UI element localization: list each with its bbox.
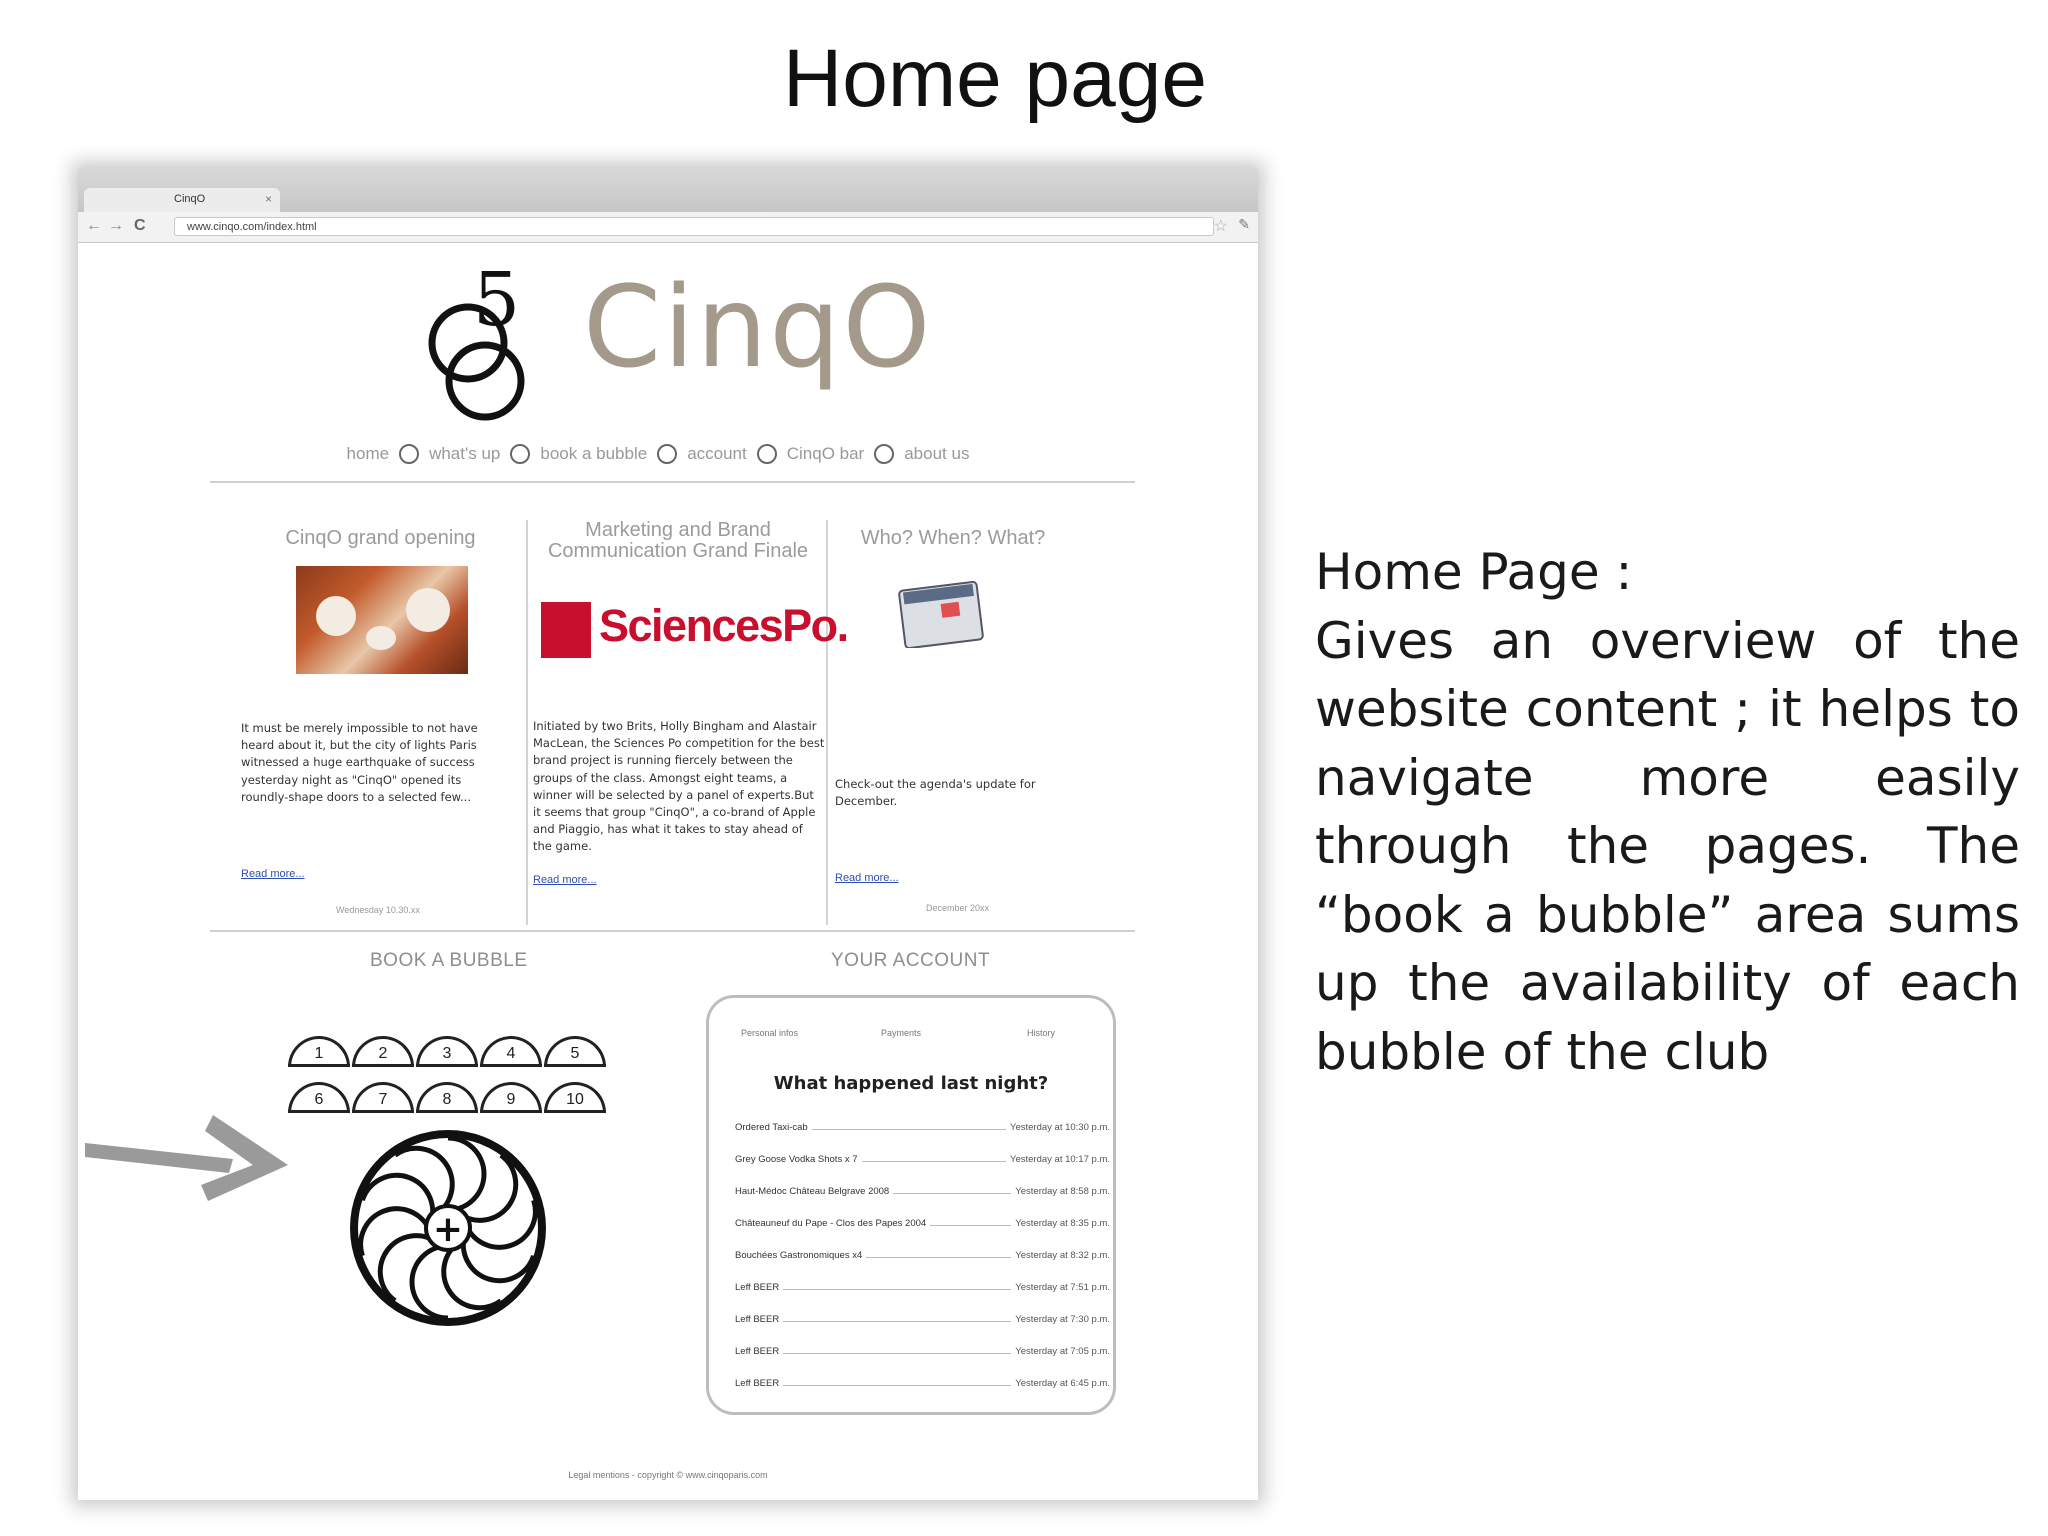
history-time: Yesterday at 7:05 p.m. xyxy=(1011,1346,1110,1357)
browser-window xyxy=(78,168,1258,1500)
nav-separator-icon xyxy=(874,444,894,464)
news-date: December 20xx xyxy=(926,903,990,913)
news-title: CinqO grand opening xyxy=(285,527,476,549)
history-item: Haut-Médoc Château Belgrave 2008 xyxy=(735,1186,893,1197)
history-row xyxy=(735,1186,1110,1200)
bookmark-star-icon[interactable]: ☆ xyxy=(1213,218,1228,235)
history-item: Leff BEER xyxy=(735,1282,783,1293)
read-more-link[interactable]: Read more... xyxy=(835,872,899,884)
sciencespo-emblem-icon xyxy=(541,602,591,658)
history-row xyxy=(735,1122,1110,1136)
nav-book-a-bubble[interactable]: book a bubble xyxy=(540,444,648,463)
cinqo-logo-icon xyxy=(423,263,553,433)
slide-title: Home page xyxy=(783,33,1207,124)
nav-separator-icon xyxy=(399,444,419,464)
history-row xyxy=(735,1154,1110,1168)
description-heading: Home Page : xyxy=(1315,543,1633,601)
site-logo-text: CinqO xyxy=(583,263,933,393)
slide-description xyxy=(1315,538,2020,1086)
history-time: Yesterday at 10:17 p.m. xyxy=(1006,1154,1110,1165)
bubble-slot[interactable]: 9 xyxy=(480,1082,542,1113)
history-item: Leff BEER xyxy=(735,1346,783,1357)
tab-history[interactable]: History xyxy=(1027,1028,1056,1038)
history-row xyxy=(735,1218,1110,1232)
site-main-nav xyxy=(208,444,1108,464)
browser-tab-bar xyxy=(78,168,1258,212)
history-time: Yesterday at 8:35 p.m. xyxy=(1011,1218,1110,1229)
history-item: Leff BEER xyxy=(735,1314,783,1325)
history-row xyxy=(735,1346,1110,1360)
news-title: Marketing and Brand Communication Grand Finale xyxy=(547,519,809,562)
bubble-slot[interactable]: 3 xyxy=(416,1036,478,1067)
reload-icon[interactable]: C xyxy=(134,217,146,234)
wrench-icon[interactable]: ✎ xyxy=(1238,216,1250,232)
news-text: Check-out the agenda's update for December. xyxy=(835,777,1036,809)
close-tab-icon[interactable]: × xyxy=(264,192,272,206)
bubble-slot[interactable]: 10 xyxy=(544,1082,606,1113)
news-text: Initiated by two Brits, Holly Bingham and Alastair MacLean, the Sciences Po competition for the best brand project is running fiercely between the groups of the class. Amongst eight teams, a winner will be selected by a panel of experts.But it seems that group "CinqO", a co-brand of Apple and Piaggio, has what it takes to stay ahead of the game. xyxy=(533,719,825,854)
history-time: Yesterday at 8:58 p.m. xyxy=(1011,1186,1110,1197)
nav-account[interactable]: account xyxy=(687,444,747,463)
bubble-slot[interactable]: 5 xyxy=(544,1036,606,1067)
bubble-slot[interactable]: 4 xyxy=(480,1036,542,1067)
nav-home[interactable]: home xyxy=(346,444,390,463)
history-row xyxy=(735,1282,1110,1296)
browser-tab[interactable] xyxy=(84,188,280,212)
description-body: Gives an overview of the website content ; it helps to navigate more easily through the pages. The “book a bubble” area sums up the availability of each bubble of the club xyxy=(1315,611,2020,1081)
nav-whats-up[interactable]: what's up xyxy=(429,444,501,463)
nav-divider xyxy=(210,481,1135,483)
bubble-slot[interactable]: 8 xyxy=(416,1082,478,1113)
wheel-center-icon: + xyxy=(432,1209,464,1250)
browser-tab-title: CinqO xyxy=(174,193,206,205)
history-item: Grey Goose Vodka Shots x 7 xyxy=(735,1154,862,1165)
history-item: Châteauneuf du Pape - Clos des Papes 2004 xyxy=(735,1218,930,1229)
read-more-link[interactable]: Read more... xyxy=(241,868,305,880)
tab-personal-infos[interactable]: Personal infos xyxy=(741,1028,799,1038)
section-divider xyxy=(210,930,1135,932)
news-title: Who? When? What? xyxy=(860,527,1046,549)
bubble-wheel-icon[interactable] xyxy=(348,1128,548,1328)
history-time: Yesterday at 8:32 p.m. xyxy=(1011,1250,1110,1261)
nav-separator-icon xyxy=(510,444,530,464)
news-date: Wednesday 10.30.xx xyxy=(336,905,420,915)
forward-icon[interactable]: → xyxy=(108,217,124,234)
club-interior-photo xyxy=(296,566,468,674)
tab-payments[interactable]: Payments xyxy=(881,1028,922,1038)
history-time: Yesterday at 6:45 p.m. xyxy=(1011,1378,1110,1389)
history-time: Yesterday at 7:30 p.m. xyxy=(1011,1314,1110,1325)
history-time: Yesterday at 10:30 p.m. xyxy=(1006,1122,1110,1133)
column-divider xyxy=(526,520,528,925)
url-field[interactable]: www.cinqo.com/index.html xyxy=(174,217,1214,236)
your-account-heading: YOUR ACCOUNT xyxy=(831,950,991,971)
calendar-icon xyxy=(898,580,984,648)
history-row xyxy=(735,1250,1110,1264)
history-item: Ordered Taxi-cab xyxy=(735,1122,812,1133)
column-divider xyxy=(826,520,828,925)
bubble-slot[interactable]: 2 xyxy=(352,1036,414,1067)
bubble-slot[interactable]: 7 xyxy=(352,1082,414,1113)
nav-cinqo-bar[interactable]: CinqO bar xyxy=(786,444,865,463)
history-item: Leff BEER xyxy=(735,1378,783,1389)
book-a-bubble-heading: BOOK A BUBBLE xyxy=(370,950,528,971)
sciencespo-logo-text: SciencesPo. xyxy=(599,600,848,651)
logo-mark-digit: 5 xyxy=(473,263,521,343)
history-row xyxy=(735,1314,1110,1328)
nav-about-us[interactable]: about us xyxy=(904,444,970,463)
nav-separator-icon xyxy=(657,444,677,464)
site-footer: Legal mentions - copyright © www.cinqoparis.com xyxy=(568,1470,768,1480)
history-time: Yesterday at 7:51 p.m. xyxy=(1011,1282,1110,1293)
news-text: It must be merely impossible to not have heard about it, but the city of lights Paris witnessed a huge earthquake of success yesterday night as "CinqO" opened its roundly-shape doors to a selected few... xyxy=(241,721,478,804)
nav-separator-icon xyxy=(757,444,777,464)
browser-address-bar xyxy=(78,212,1258,243)
back-icon[interactable]: ← xyxy=(86,217,102,234)
sciencespo-logo xyxy=(541,598,848,660)
history-row xyxy=(735,1378,1110,1392)
bubble-slot[interactable]: 6 xyxy=(288,1082,350,1113)
account-summary-title: What happened last night? xyxy=(773,1073,1049,1094)
arrow-icon xyxy=(83,1113,293,1203)
read-more-link[interactable]: Read more... xyxy=(533,874,597,886)
bubble-slot[interactable]: 1 xyxy=(288,1036,350,1067)
account-card xyxy=(706,995,1116,1415)
history-item: Bouchées Gastronomiques x4 xyxy=(735,1250,866,1261)
